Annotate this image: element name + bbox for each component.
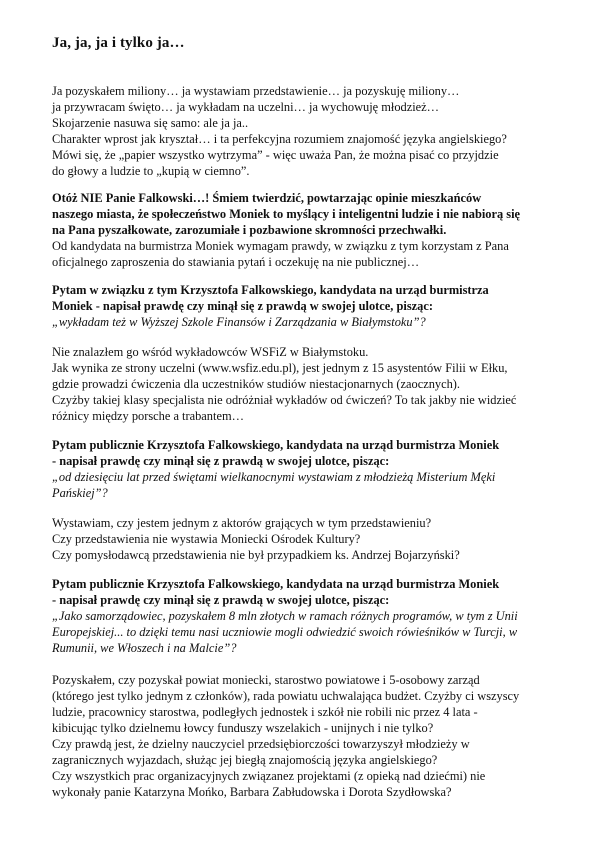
question-quote-line: Europejskiej... to dzięki temu nasi uczniowie mogli odwiedzić swoich rówieśników w Turcji, w <box>52 625 518 639</box>
intro-line: ja przywracam święto… ja wykładam na uczelni… ja wychowuję młodzież… <box>52 100 440 114</box>
answer-line: Czy prawdą jest, że dzielny nauczyciel przedsiębiorczości towarzyszył młodzieży w <box>52 737 470 751</box>
answer-line: (którego jest tylko jednym z członków), rada powiatu uchwalająca budżet. Czyżby ci wszyscy <box>52 689 520 703</box>
answer-line: Pozyskałem, czy pozyskał powiat moniecki, starostwo powiatowe i 5-osobowy zarząd <box>52 673 480 687</box>
question-quote-line: „Jako samorządowiec, pozyskałem 8 mln złotych w ramach różnych programów, w tym z Unii <box>52 609 518 623</box>
intro-line: Charakter wprost jak kryształ… i ta perfekcyjna rozumiem znajomość języka angielskiego? <box>52 132 507 146</box>
intro-line: do głowy a ludzie to „kupią w ciemno”. <box>52 164 250 178</box>
answer-line: zagranicznych wyjazdach, służąc jej biegłą znajomością języka angielskiego? <box>52 753 438 767</box>
answer-line: Jak wynika ze strony uczelni (www.wsfiz.edu.pl), jest jednym z 15 asystentów Filii w Ełku, <box>52 361 508 375</box>
document-title: Ja, ja, ja i tylko ja… <box>52 35 185 51</box>
answer-line: wykonały panie Katarzyna Mońko, Barbara Zabłudowska i Dorota Szydłowska? <box>52 785 452 799</box>
statement-line: oficjalnego zaproszenia do stawiania pytań i oczekuję na nie publicznej… <box>52 255 420 269</box>
statement-bold-line: naszego miasta, że społeczeństwo Moniek to myślący i inteligentni ludzie i nie nabiorą się <box>52 207 521 221</box>
question-quote-line: „wykładam też w Wyższej Szkole Finansów i Zarządzania w Białymstoku”? <box>52 315 426 329</box>
answer-line: gdzie prowadzi ćwiczenia dla uczestników studiów niestacjonarnych (zaocznych). <box>52 377 461 391</box>
answer-line: Czy przedstawienia nie wystawia Moniecki Ośrodek Kultury? <box>52 532 361 546</box>
answer-line: różnicy między porsche a trabantem… <box>52 409 244 423</box>
intro-line: Skojarzenie nasuwa się samo: ale ja ja.. <box>52 116 249 130</box>
statement-bold-line: na Pana pyszałkowate, zarozumiałe i pozbawione skromności przechwałki. <box>52 223 447 237</box>
question-quote-line: Rumunii, we Włoszech i na Malcie”? <box>52 641 237 655</box>
answer-line: Wystawiam, czy jestem jednym z aktorów grających w tym przedstawieniu? <box>52 516 432 530</box>
question-heading-line: Pytam publicznie Krzysztofa Falkowskiego, kandydata na urząd burmistrza Moniek <box>52 438 500 452</box>
question-heading-line: Moniek - napisał prawdę czy minął się z prawdą w swojej ulotce, pisząc: <box>52 299 433 313</box>
question-heading-line: Pytam publicznie Krzysztofa Falkowskiego, kandydata na urząd burmistrza Moniek <box>52 577 500 591</box>
intro-line: Ja pozyskałem miliony… ja wystawiam przedstawienie… ja pozyskuję miliony… <box>52 84 460 98</box>
question-heading-line: - napisał prawdę czy minął się z prawdą w swojej ulotce, pisząc: <box>52 454 390 468</box>
answer-line: Czy wszystkich prac organizacyjnych związanez projektami (z opieką nad dziećmi) nie <box>52 769 486 783</box>
answer-line: Czyżby takiej klasy specjalista nie odróżniał wykładów od ćwiczeń? To tak jakby nie widzieć <box>52 393 517 407</box>
question-heading-line: Pytam w związku z tym Krzysztofa Falkowskiego, kandydata na urząd burmistrza <box>52 283 489 297</box>
question-quote-line: Pańskiej”? <box>52 486 108 500</box>
question-heading-line: - napisał prawdę czy minął się z prawdą w swojej ulotce, pisząc: <box>52 593 390 607</box>
statement-bold-line: Otóż NIE Panie Falkowski…! Śmiem twierdzić, powtarzając opinie mieszkańców <box>52 191 482 205</box>
answer-line: Czy pomysłodawcą przedstawienia nie był przypadkiem ks. Andrzej Bojarzyński? <box>52 548 460 562</box>
answer-line: Nie znalazłem go wśród wykładowców WSFiZ w Białymstoku. <box>52 345 369 359</box>
question-quote-line: „od dziesięciu lat przed świętami wielkanocnymi wystawiam z młodzieżą Misterium Męki <box>52 470 496 484</box>
intro-line: Mówi się, że „papier wszystko wytrzyma” - więc uważa Pan, że można pisać co przyjdzie <box>52 148 499 162</box>
answer-line: kibicując tylko dzielnemu łowcy funduszy wszelakich - unijnych i nie tylko? <box>52 721 434 735</box>
answer-line: ludzie, pracownicy starostwa, podległych jednostek i szkół nie robili nic przez 4 lata - <box>52 705 478 719</box>
statement-line: Od kandydata na burmistrza Moniek wymagam prawdy, w związku z tym korzystam z Pana <box>52 239 509 253</box>
